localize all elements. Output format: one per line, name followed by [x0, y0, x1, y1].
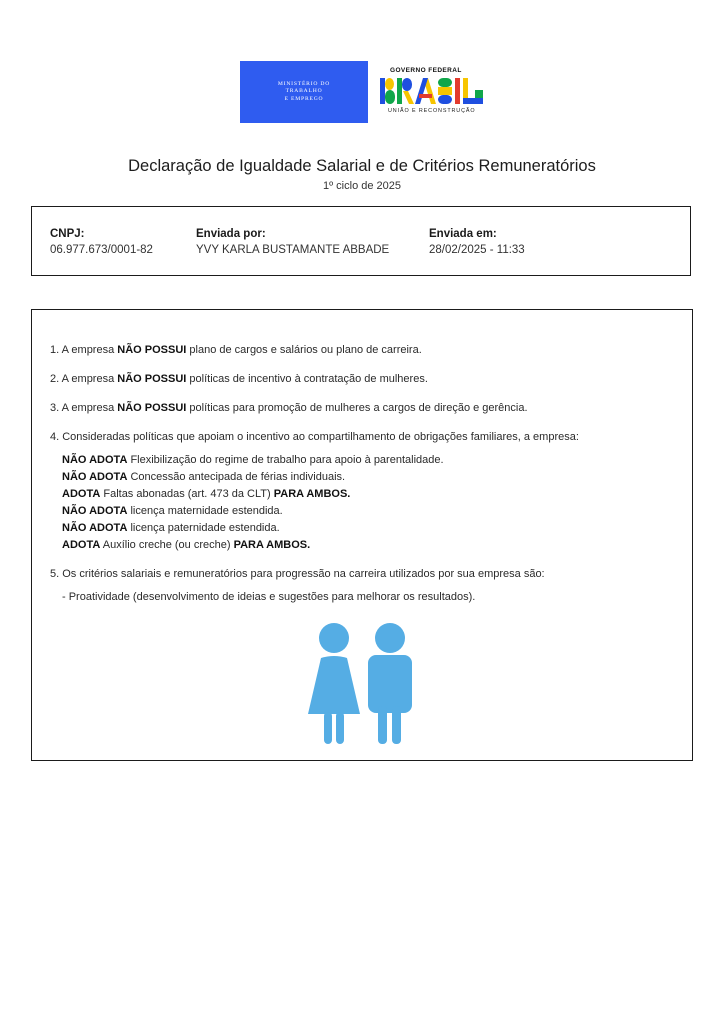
cnpj-label: CNPJ: — [50, 228, 85, 240]
policy-status: NÃO ADOTA — [62, 471, 128, 483]
policy-item — [62, 522, 280, 534]
brasil-wordmark — [378, 76, 486, 106]
policy-status: NÃO ADOTA — [62, 522, 128, 534]
policy-status: ADOTA — [62, 539, 101, 551]
statement-5: 5. Os critérios salariais e remuneratórios para progressão na carreira utilizados por sua empresa são: — [50, 568, 545, 580]
policy-extra: PARA AMBOS. — [233, 539, 311, 551]
cnpj-field — [50, 228, 153, 256]
document-subtitle: 1º ciclo de 2025 — [322, 180, 401, 192]
policy-text: Concessão antecipada de férias individuais. — [127, 471, 346, 483]
document-title: Declaração de Igualdade Salarial e de Critérios Remuneratórios — [128, 157, 596, 175]
statement-3-status: NÃO POSSUI — [117, 402, 187, 414]
statement-3 — [50, 402, 528, 414]
policy-item — [62, 505, 283, 517]
sent-by-field — [196, 228, 389, 256]
declaration-box — [31, 309, 693, 761]
policy-status: NÃO ADOTA — [62, 505, 128, 517]
statement-2 — [50, 373, 428, 385]
mte-logo-line-2: TRABALHO — [285, 88, 323, 95]
gov-logo-top-text: GOVERNO FEDERAL — [390, 67, 462, 74]
policy-status: NÃO ADOTA — [62, 454, 128, 466]
policy-text: Flexibilização do regime de trabalho para apoio à parentalidade. — [127, 454, 444, 466]
policy-text: licença paternidade estendida. — [127, 522, 280, 534]
policy-item — [62, 454, 444, 466]
sent-by-value: YVY KARLA BUSTAMANTE ABBADE — [196, 244, 390, 256]
statement-3-prefix: 3. A empresa — [50, 402, 118, 414]
submission-info-box — [31, 206, 691, 276]
statement-1-status: NÃO POSSUI — [117, 344, 187, 356]
mte-logo-line-1: MINISTÉRIO DO — [277, 80, 331, 87]
statement-2-status: NÃO POSSUI — [117, 373, 187, 385]
gov-logo-tagline: UNIÃO E RECONSTRUÇÃO — [388, 108, 476, 114]
statement-2-prefix: 2. A empresa — [50, 373, 118, 385]
mte-logo-line-3: E EMPREGO — [284, 95, 324, 102]
policy-text: Auxílio creche (ou creche) — [100, 539, 234, 551]
woman-man-icon — [304, 622, 416, 746]
governo-federal-logo — [378, 67, 486, 117]
policy-item — [62, 488, 350, 500]
policy-text: Faltas abonadas (art. 473 da CLT) — [100, 488, 274, 500]
statement-2-suffix: políticas de incentivo à contratação de mulheres. — [186, 373, 428, 385]
policy-status: ADOTA — [62, 488, 101, 500]
criteria-item: - Proatividade (desenvolvimento de ideias e sugestões para melhorar os resultados). — [62, 591, 476, 603]
policy-item — [62, 471, 345, 483]
statement-3-suffix: políticas para promoção de mulheres a cargos de direção e gerência. — [186, 402, 528, 414]
statement-4: 4. Consideradas políticas que apoiam o incentivo ao compartilhamento de obrigações familiares, a empresa: — [50, 431, 579, 443]
policy-item — [62, 539, 310, 551]
sent-at-value: 28/02/2025 - 11:33 — [429, 244, 525, 256]
ministerio-trabalho-logo — [240, 61, 368, 123]
sent-at-label: Enviada em: — [429, 228, 497, 240]
cnpj-value: 06.977.673/0001-82 — [50, 244, 153, 256]
policy-extra: PARA AMBOS. — [273, 488, 351, 500]
statement-1-prefix: 1. A empresa — [50, 344, 118, 356]
sent-at-field — [429, 228, 525, 256]
statement-1-suffix: plano de cargos e salários ou plano de carreira. — [186, 344, 422, 356]
policy-text: licença maternidade estendida. — [127, 505, 283, 517]
statement-1 — [50, 344, 422, 356]
sent-by-label: Enviada por: — [196, 228, 266, 240]
